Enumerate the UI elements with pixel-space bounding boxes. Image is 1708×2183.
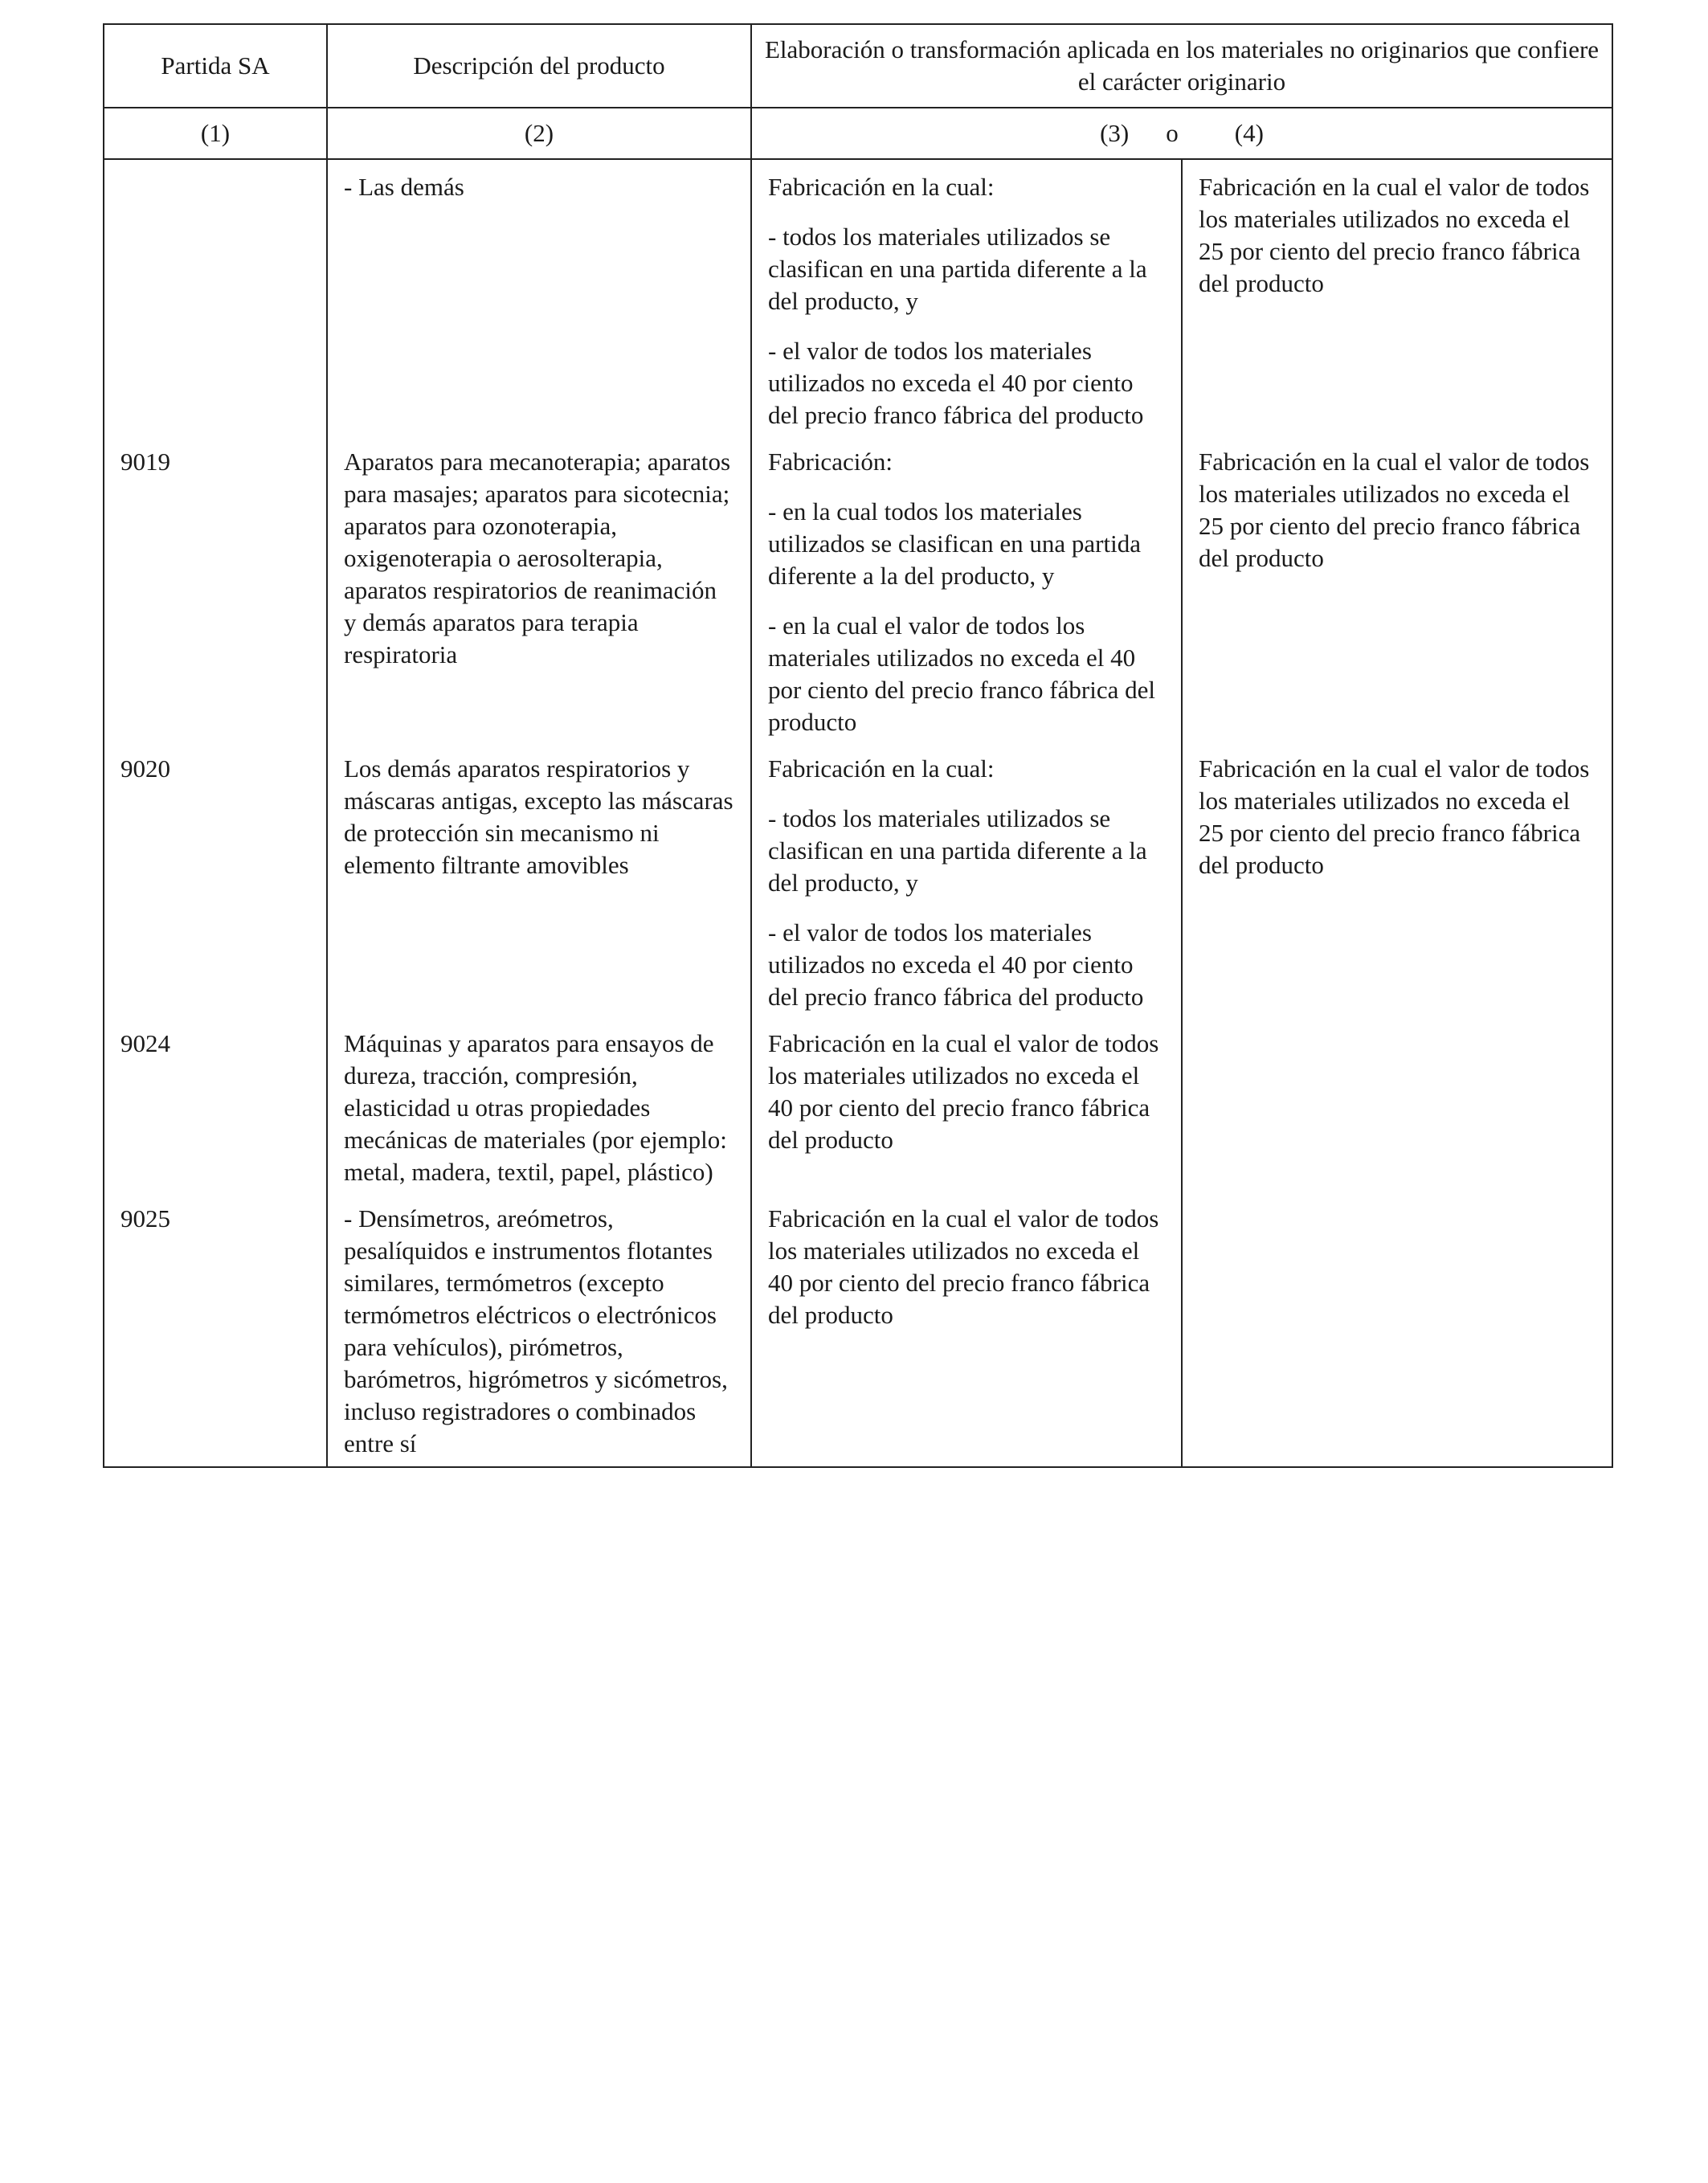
- rule-paragraph: Fabricación en la cual:: [768, 173, 995, 201]
- column-number-2: (2): [327, 108, 751, 159]
- cell-rule-col3: [751, 1195, 1182, 1467]
- cell-code: [104, 159, 327, 438]
- rule-paragraph: - en la cual el valor de todos los materiales utilizados no exceda el 40 por ciento del precio franco fábrica del producto: [768, 611, 1155, 736]
- cell-description: - Densímetros, areómetros, pesalíquidos e instrumentos flotantes similares, termómetros (excepto termómetros eléctricos o electrónicos para vehículos), pirómetros, barómetros, higrómetros y sicómetros, incluso registradores o combinados entre sí: [327, 1195, 751, 1467]
- cell-rule-col3: [751, 438, 1182, 745]
- rule-paragraph: Fabricación:: [768, 448, 893, 476]
- cell-rule-col4: [1182, 1195, 1612, 1467]
- cell-description: Los demás aparatos respiratorios y máscaras antigas, excepto las máscaras de protección sin mecanismo ni elemento filtrante amovibles: [327, 745, 751, 1020]
- rule-paragraph: - en la cual todos los materiales utilizados se clasifican en una partida diferente a la del producto, y: [768, 497, 1141, 590]
- rule-paragraph: Fabricación en la cual:: [768, 754, 995, 783]
- cell-code: 9020: [104, 745, 327, 1020]
- column-number-separator: o: [1166, 119, 1179, 147]
- header-elaboracion: Elaboración o transformación aplicada en los materiales no originarios que confiere el carácter originario: [751, 24, 1612, 108]
- table-row: [104, 1020, 1612, 1195]
- rule-paragraph: Fabricación en la cual el valor de todos los materiales utilizados no exceda el 40 por ciento del precio franco fábrica del producto: [768, 1204, 1159, 1329]
- header-row: [104, 24, 1612, 108]
- cell-description: - Las demás: [327, 159, 751, 438]
- header-descripcion: Descripción del producto: [327, 24, 751, 108]
- origin-rules-table: [103, 23, 1613, 1468]
- rule-paragraph: Fabricación en la cual el valor de todos los materiales utilizados no exceda el 40 por ciento del precio franco fábrica del producto: [768, 1029, 1159, 1154]
- cell-rule-col4: Fabricación en la cual el valor de todos los materiales utilizados no exceda el 25 por ciento del precio franco fábrica del producto: [1182, 159, 1612, 438]
- rule-paragraph: - todos los materiales utilizados se clasifican en una partida diferente a la del producto, y: [768, 223, 1147, 315]
- rule-paragraph: - el valor de todos los materiales utilizados no exceda el 40 por ciento del precio franco fábrica del producto: [768, 918, 1144, 1011]
- cell-description: Aparatos para mecanoterapia; aparatos para masajes; aparatos para sicotecnia; aparatos para ozonoterapia, oxigenoterapia o aerosolterapia, aparatos respiratorios de reanimación y demás aparatos para terapia respiratoria: [327, 438, 751, 745]
- cell-rule-col4: Fabricación en la cual el valor de todos los materiales utilizados no exceda el 25 por ciento del precio franco fábrica del producto: [1182, 438, 1612, 745]
- table-row: [104, 1195, 1612, 1467]
- column-number-3-4: [751, 108, 1612, 159]
- cell-rule-col3: [751, 159, 1182, 438]
- cell-code: 9025: [104, 1195, 327, 1467]
- table-row: [104, 438, 1612, 745]
- column-number-4: (4): [1234, 119, 1264, 147]
- cell-rule-col4: Fabricación en la cual el valor de todos los materiales utilizados no exceda el 25 por ciento del precio franco fábrica del producto: [1182, 745, 1612, 1020]
- cell-code: 9024: [104, 1020, 327, 1195]
- header-partida-sa: Partida SA: [104, 24, 327, 108]
- cell-code: 9019: [104, 438, 327, 745]
- column-number-row: [104, 108, 1612, 159]
- column-number-1: (1): [104, 108, 327, 159]
- column-number-3: (3): [1100, 119, 1130, 147]
- cell-rule-col4: [1182, 1020, 1612, 1195]
- cell-rule-col3: [751, 1020, 1182, 1195]
- cell-rule-col3: [751, 745, 1182, 1020]
- table-row: [104, 745, 1612, 1020]
- rule-paragraph: - el valor de todos los materiales utilizados no exceda el 40 por ciento del precio franco fábrica del producto: [768, 337, 1144, 429]
- table-row: [104, 159, 1612, 438]
- rule-paragraph: - todos los materiales utilizados se clasifican en una partida diferente a la del producto, y: [768, 804, 1147, 897]
- cell-description: Máquinas y aparatos para ensayos de dureza, tracción, compresión, elasticidad u otras propiedades mecánicas de materiales (por ejemplo: metal, madera, textil, papel, plástico): [327, 1020, 751, 1195]
